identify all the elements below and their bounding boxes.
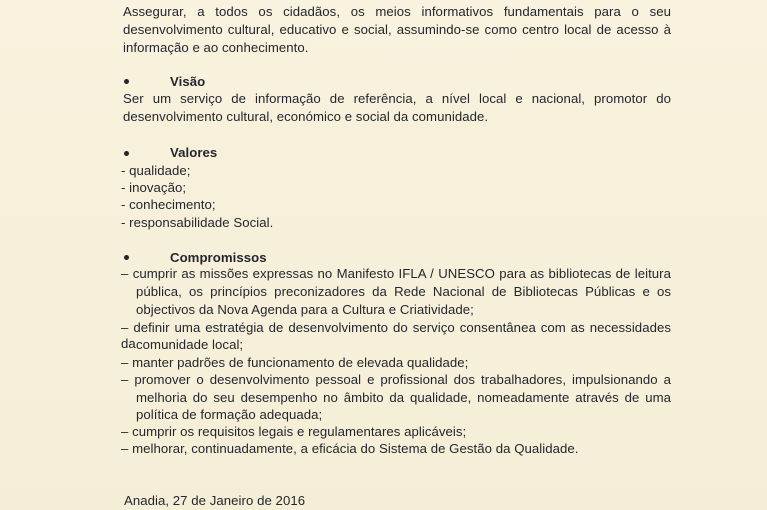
compromissos-line-6: – manter padrões de funcionamento de elevada qualidade;	[121, 355, 469, 370]
valores-item-1: - qualidade;	[121, 163, 191, 178]
heading-valores: Valores	[170, 145, 218, 160]
compromissos-line-5: comunidade local;	[136, 337, 244, 352]
compromissos-line-4: – definir uma estratégia de desenvolvimento do serviço consentânea com as necessidades da	[121, 320, 671, 351]
intro-line-2: desenvolvimento cultural, educativo e social, assumindo-se como centro local de acesso à	[123, 22, 671, 37]
compromissos-line-3: objectivos da Nova Agenda para a Cultura e Criatividade;	[136, 302, 474, 317]
bullet-compromissos	[124, 255, 129, 260]
visao-line-1: Ser um serviço de informação de referência, a nível local e nacional, promotor do	[123, 91, 671, 106]
intro-line-3: informação e ao conhecimento.	[123, 40, 309, 55]
compromissos-line-7: – promover o desenvolvimento pessoal e profissional dos trabalhadores, impulsionando a	[121, 372, 671, 387]
compromissos-line-11: – melhorar, continuadamente, a eficácia do Sistema de Gestão da Qualidade.	[121, 441, 579, 456]
compromissos-line-1: – cumprir as missões expressas no Manifesto IFLA / UNESCO para as bibliotecas de leitura	[121, 266, 671, 281]
visao-line-2: desenvolvimento cultural, económico e social da comunidade.	[123, 109, 489, 124]
compromissos-line-10: – cumprir os requisitos legais e regulamentares aplicáveis;	[121, 424, 467, 439]
valores-item-2: - inovação;	[121, 180, 187, 195]
compromissos-line-9: política de formação adequada;	[136, 407, 323, 422]
bullet-visao	[124, 79, 129, 84]
compromissos-line-8: melhoria do seu desempenho no âmbito da qualidade, nomeadamente através de uma	[136, 390, 671, 405]
compromissos-line-2: pública, os princípios preconizadores da Rede Nacional de Bibliotecas Públicas e os	[136, 284, 671, 299]
heading-visao: Visão	[170, 74, 206, 89]
valores-item-3: - conhecimento;	[121, 197, 216, 212]
heading-compromissos: Compromissos	[170, 250, 267, 265]
bullet-valores	[124, 151, 129, 156]
place-date: Anadia, 27 de Janeiro de 2016	[124, 493, 306, 508]
intro-line-1: Assegurar, a todos os cidadãos, os meios informativos fundamentais para o seu	[123, 4, 671, 19]
valores-item-4: - responsabilidade Social.	[121, 215, 274, 230]
